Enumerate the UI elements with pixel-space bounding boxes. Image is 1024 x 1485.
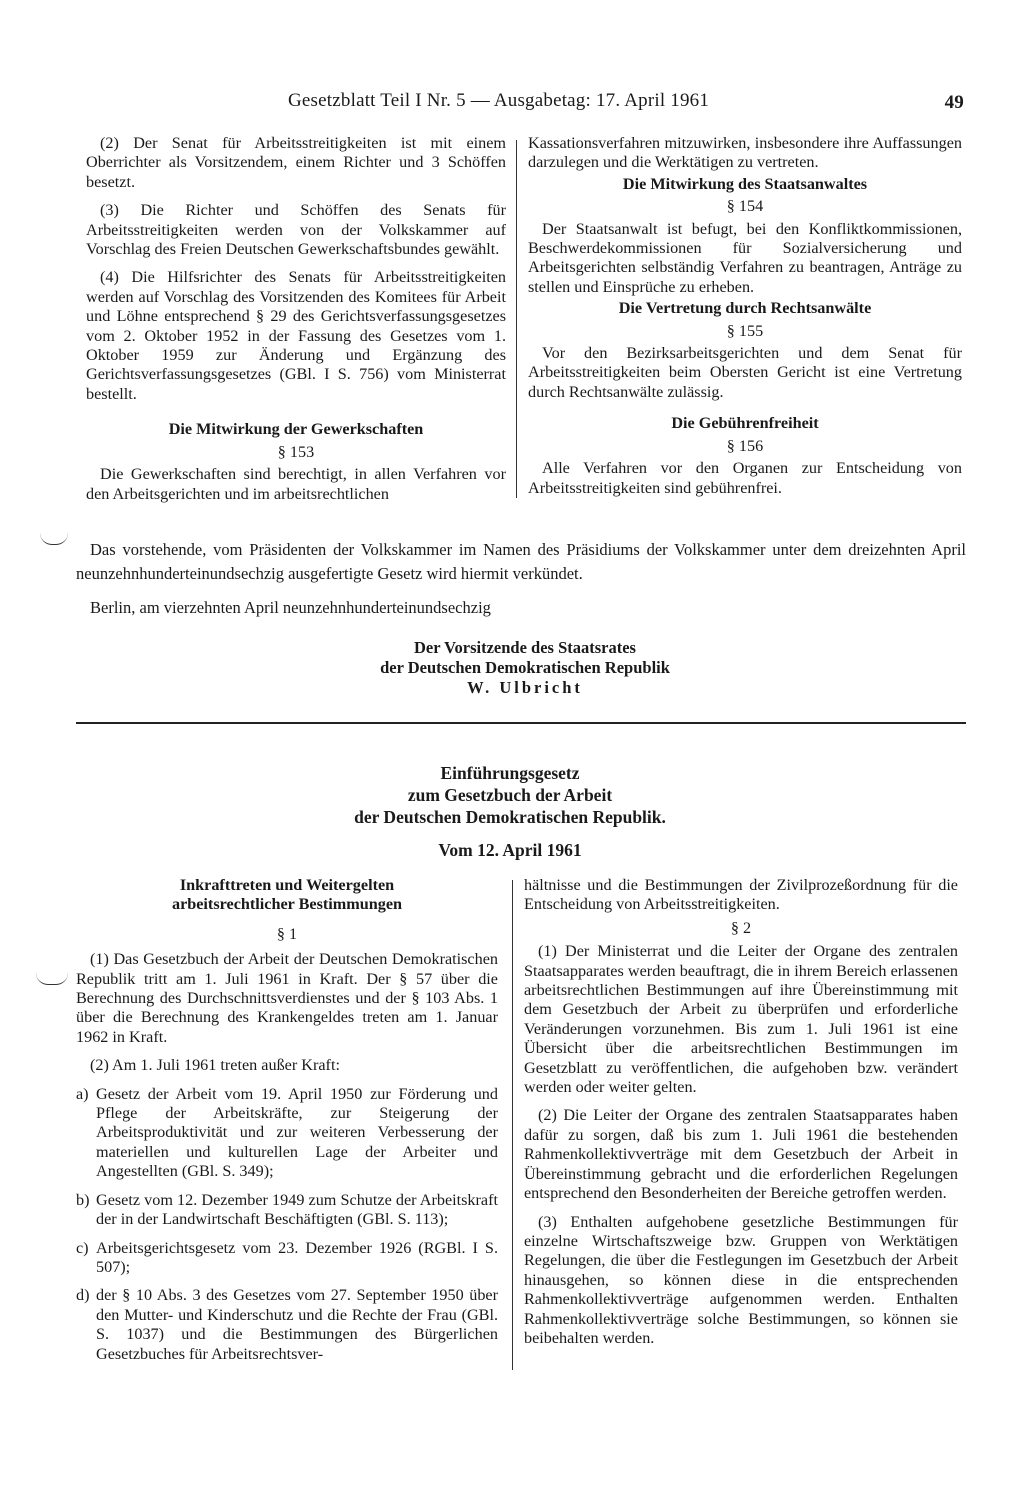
list-item bbox=[76, 1191, 498, 1230]
paragraph: (2) Der Senat für Arbeitsstreitigkeiten ist mit einem Oberrichter als Vorsitzendem, einem Richter und 3 Schöffen besetzt. bbox=[86, 134, 506, 191]
paragraph: (3) Die Richter und Schöffen des Senats für Arbeitsstreitigkeiten werden von der Volkskammer auf Vorschlag des Freien Deutschen Gewerkschaftsbundes gewählt. bbox=[86, 201, 506, 259]
paragraph: (1) Das Gesetzbuch der Arbeit der Deutschen Demokratischen Republik tritt am 1. Juli 1961 in Kraft. Der § 57 über die Berechnung des Durchschnittsverdienstes und der § 103 Abs. 1 über die Berechnung des Krankengeldes treten am 1. Januar 1962 in Kraft. bbox=[76, 950, 498, 1046]
section-heading: Die Mitwirkung des Staatsanwaltes bbox=[622, 174, 868, 193]
promulgation-text bbox=[76, 538, 966, 586]
section-number: § 1 bbox=[276, 924, 298, 943]
section-heading: Die Vertretung durch Rechtsanwälte bbox=[618, 299, 872, 318]
section-heading-line1: Inkrafttreten und Weitergelten bbox=[179, 876, 395, 894]
list-item-label: b) bbox=[76, 1190, 90, 1209]
signature-block bbox=[340, 638, 710, 698]
signature-title-line2: der Deutschen Demokratischen Republik bbox=[380, 658, 670, 677]
upper-left-column bbox=[86, 134, 506, 513]
paragraph: hältnisse und die Bestimmungen der Zivilprozeßordnung für die Entscheidung von Arbeitsstreitigkeiten. bbox=[524, 876, 958, 914]
section-heading-line2: arbeitsrechtlicher Bestimmungen bbox=[171, 895, 403, 914]
list-item-label: d) bbox=[76, 1286, 90, 1305]
paragraph: (3) Enthalten aufgehobene gesetzliche Bestimmungen für einzelne Wirtschaftszweige bzw. Gruppen von Werktätigen Regelungen, die über die Festlegungen im Gesetzbuch der Arbeit hinausgehen, so können diese in die entsprechenden Rahmenkollektivverträge aufgenommen werden. Enthalten Rahmenkollektivverträge solche Bestimmungen, so können sie beibehalten werden. bbox=[524, 1212, 958, 1347]
section-number: § 154 bbox=[726, 197, 764, 216]
signature-title-line1: Der Vorsitzende des Staatsrates bbox=[414, 638, 636, 657]
section-separator-rule bbox=[76, 722, 966, 724]
paragraph: (1) Der Ministerrat und die Leiter der Organe des zentralen Staatsapparates werden beauftragt, die in ihrem Bereich erlassenen arbeitsrechtlichen Bestimmungen auf ihre Übereinstimmung mit dem Gesetzbuch der Arbeit zu überprüfen und erforderliche Veränderungen vorzunehmen. Bis zum 1. Juli 1961 ist eine Übersicht über die arbeitsrechtlichen Bestimmungen im Gesetzblatt zu veröffentlichen, die aufgehoben bzw. verändert werden oder weiter gelten. bbox=[524, 942, 958, 1097]
law-title bbox=[300, 762, 720, 828]
promulgation-paragraph: Das vorstehende, vom Präsidenten der Volkskammer im Namen des Präsidiums der Volkskammer unter dem dreizehnten April neunzehnhunderteinundsechzig ausgefertigte Gesetz wird hiermit verkündet. bbox=[76, 540, 966, 583]
column-divider bbox=[512, 880, 513, 1370]
list-item bbox=[76, 1085, 498, 1182]
paragraph: (2) Die Leiter der Organe des zentralen Staatsapparates haben dafür zu sorgen, daß bis zum 1. Juli 1961 die bestehenden Rahmenkollektivverträge mit dem Gesetzbuch der Arbeit in Übereinstimmung gebracht und die erforderlichen Regelungen entsprechend den Besonderheiten der Bereiche getroffen werden. bbox=[524, 1106, 958, 1203]
law-title-line1: Einführungsgesetz bbox=[440, 763, 580, 783]
page-number: 49 bbox=[944, 92, 964, 113]
section-number: § 155 bbox=[726, 321, 764, 340]
margin-mark bbox=[40, 530, 68, 545]
paragraph: (4) Die Hilfsrichter des Senats für Arbeitsstreitigkeiten werden auf Vorschlag des Vorsitzenden des Komitees für Arbeit und Löhne entsprechend § 29 des Gerichtsverfassungsgesetzes vom 2. Oktober 1952 in der Fassung des Gesetzes vom 1. Oktober 1959 zur Änderung und Ergänzung des Gerichtsverfassungsgesetzes (GBl. I S. 756) vom Ministerrat bestellt. bbox=[86, 268, 506, 403]
place-and-date: Berlin, am vierzehnten April neunzehnhunderteinundsechzig bbox=[90, 598, 491, 617]
law-title-line3: der Deutschen Demokratischen Republik. bbox=[354, 807, 666, 827]
lower-right-column bbox=[524, 876, 958, 1357]
list-item-label: a) bbox=[76, 1084, 89, 1103]
paragraph: Der Staatsanwalt ist befugt, bei den Konfliktkommissionen, Beschwerdekommissionen für Sozialversicherung und Arbeitsgerichten selbständig Verfahren zu beantragen, Anträge zu stellen und Einsprüche zu erheben. bbox=[528, 219, 962, 296]
signature-name: W. Ulbricht bbox=[467, 678, 583, 697]
list-item bbox=[76, 1239, 498, 1278]
list-item-text: Arbeitsgerichtsgesetz vom 23. Dezember 1926 (RGBl. I S. 507); bbox=[96, 1238, 498, 1276]
law-date: Vom 12. April 1961 bbox=[438, 840, 582, 860]
section-number: § 156 bbox=[726, 436, 764, 455]
paragraph: (2) Am 1. Juli 1961 treten außer Kraft: bbox=[90, 1056, 340, 1075]
section-heading: Die Mitwirkung der Gewerkschaften bbox=[168, 420, 424, 439]
paragraph: Alle Verfahren vor den Organen zur Entscheidung von Arbeitsstreitigkeiten sind gebührenfrei. bbox=[528, 459, 962, 497]
lower-left-column bbox=[76, 876, 498, 1373]
list-item-text: Gesetz vom 12. Dezember 1949 zum Schutze der Arbeitskraft der in der Landwirtschaft Beschäftigten (GBl. S. 113); bbox=[96, 1190, 498, 1229]
section-heading: Die Gebührenfreiheit bbox=[671, 414, 819, 433]
list-item-text: Gesetz der Arbeit vom 19. April 1950 zur Förderung und Pflege der Arbeitskräfte, zur Steigerung der Arbeitsproduktivität und zur weiteren Verbesserung der materiellen und kulturellen Lage der Arbeiter und Angestellten (GBl. S. 349); bbox=[96, 1084, 498, 1181]
paragraph: Vor den Bezirksarbeitsgerichten und dem Senat für Arbeitsstreitigkeiten beim Obersten Gericht ist eine Vertretung durch Rechtsanwälte zulässig. bbox=[528, 344, 962, 401]
list-item-text: der § 10 Abs. 3 des Gesetzes vom 27. September 1950 über den Mutter- und Kinderschutz und die Rechte der Frau (GBl. S. 1037) und die Bestimmungen des Bürgerlichen Gesetzbuches für Arbeitsrechtsver- bbox=[96, 1286, 498, 1363]
running-header bbox=[288, 90, 968, 112]
list-item-label: c) bbox=[76, 1238, 89, 1257]
law-title-line2: zum Gesetzbuch der Arbeit bbox=[407, 785, 613, 805]
paragraph: Kassationsverfahren mitzuwirken, insbesondere ihre Auffassungen darzulegen und die Werktätigen zu vertreten. bbox=[528, 134, 962, 172]
margin-mark bbox=[36, 968, 68, 985]
upper-right-column bbox=[528, 134, 962, 507]
column-divider bbox=[516, 140, 517, 498]
paragraph: Die Gewerkschaften sind berechtigt, in allen Verfahren vor den Arbeitsgerichten und im arbeitsrechtlichen bbox=[86, 465, 506, 503]
list-item bbox=[76, 1286, 498, 1364]
running-title: Gesetzblatt Teil I Nr. 5 — Ausgabetag: 17. April 1961 bbox=[288, 90, 710, 111]
section-number: § 2 bbox=[730, 918, 752, 937]
section-number: § 153 bbox=[277, 442, 315, 461]
